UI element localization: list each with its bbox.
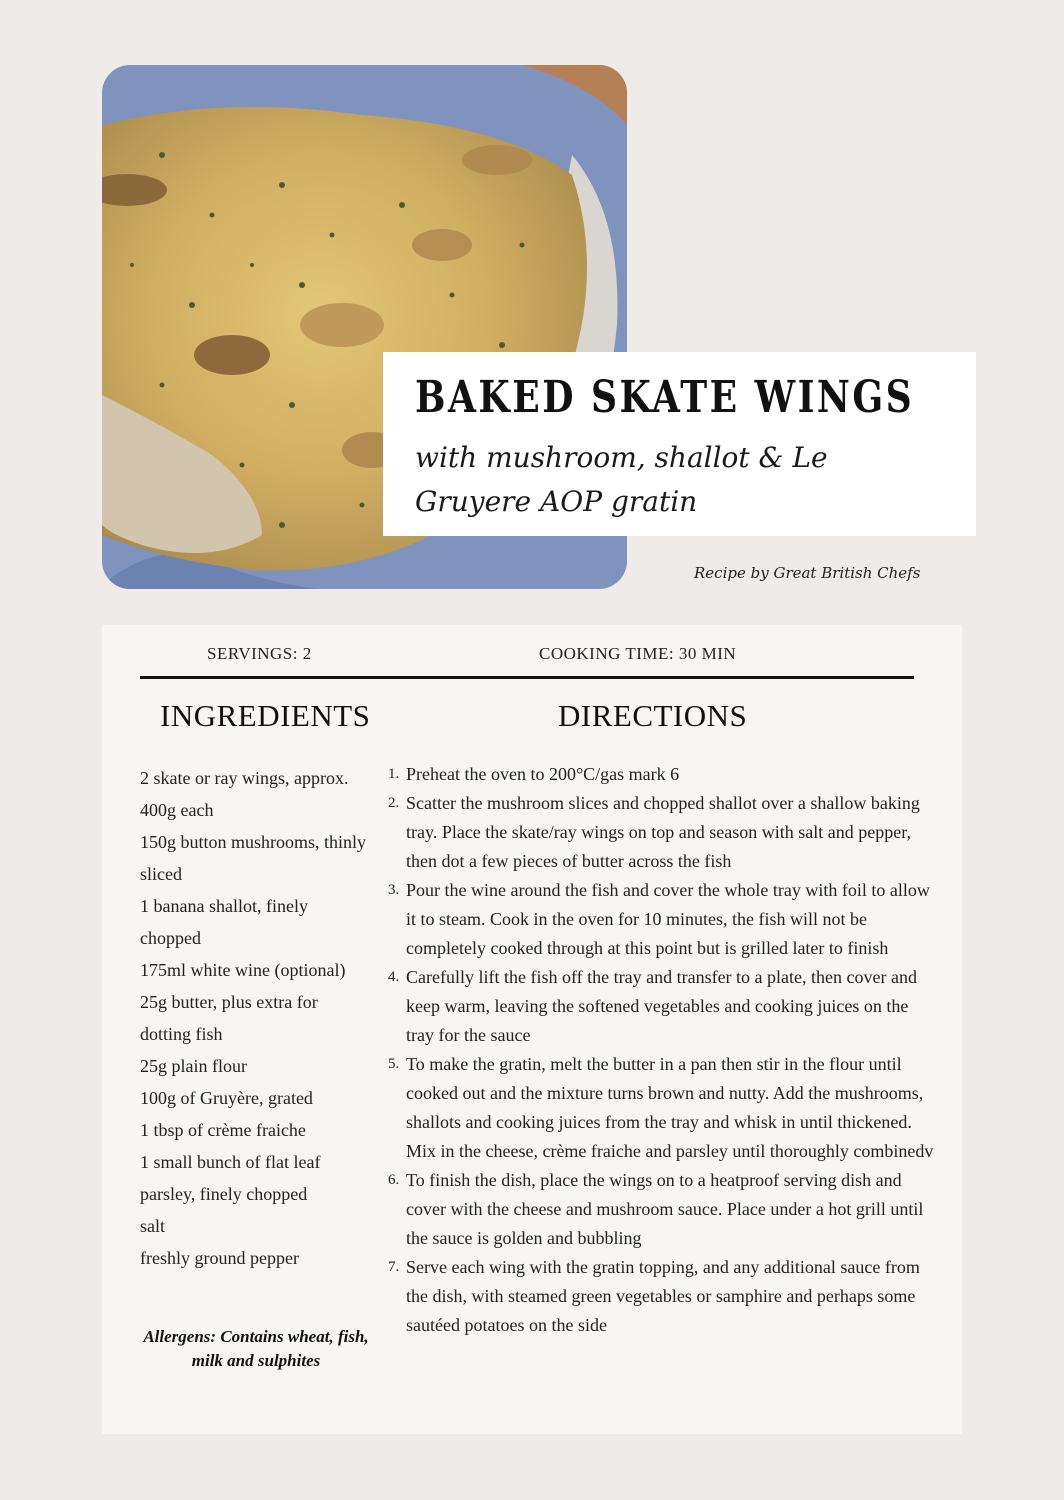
list-item: 100g of Gruyère, grated	[140, 1088, 313, 1108]
step-text: Serve each wing with the gratin topping, and any additional sauce from the dish, with steamed green vegetables or samphire and perhaps some sautéed potatoes on the side	[406, 1257, 920, 1335]
list-item: 1 banana shallot, finely chopped	[140, 896, 308, 948]
directions-list	[390, 760, 935, 1340]
step-number: 6.	[388, 1172, 400, 1188]
direction-step	[390, 876, 935, 963]
step-number: 2.	[388, 795, 400, 811]
title-card	[383, 352, 976, 536]
direction-step	[390, 760, 935, 789]
allergens-note: Allergens: Contains wheat, fish, milk and sulphites	[143, 1327, 369, 1370]
step-number: 4.	[388, 969, 400, 985]
direction-step	[390, 1166, 935, 1253]
direction-step	[390, 963, 935, 1050]
divider	[140, 676, 914, 679]
step-text: To finish the dish, place the wings on to a heatproof serving dish and cover with the cheese and mushroom sauce. Place under a hot grill until the sauce is golden and bubbling	[406, 1170, 924, 1248]
directions-heading: DIRECTIONS	[558, 698, 748, 733]
step-text: Scatter the mushroom slices and chopped shallot over a shallow baking tray. Place the skate/ray wings on top and season with salt and pepper, then dot a few pieces of butter across the fish	[406, 793, 920, 871]
list-item: 150g button mushrooms, thinly sliced	[140, 832, 367, 884]
direction-step	[390, 1253, 935, 1340]
recipe-card	[102, 625, 962, 1434]
list-item: 1 small bunch of flat leaf parsley, finely chopped	[140, 1152, 321, 1204]
list-item: 1 tbsp of crème fraiche	[140, 1120, 306, 1140]
list-item: freshly ground pepper	[140, 1248, 299, 1268]
list-item: 25g plain flour	[140, 1056, 247, 1076]
list-item: 2 skate or ray wings, approx. 400g each	[140, 768, 349, 820]
ingredients-list	[140, 762, 370, 1274]
recipe-title: BAKED SKATE WINGS	[415, 372, 915, 423]
ingredients-heading: INGREDIENTS	[160, 698, 371, 733]
step-number: 5.	[388, 1056, 400, 1072]
step-text: Carefully lift the fish off the tray and transfer to a plate, then cover and keep warm, leaving the softened vegetables and cooking juices on the tray for the sauce	[406, 967, 917, 1045]
direction-step	[390, 1050, 935, 1166]
direction-step	[390, 789, 935, 876]
step-text: To make the gratin, melt the butter in a pan then stir in the flour until cooked out and the mixture turns brown and nutty. Add the mushrooms, shallots and cooking juices from the tray and whisk in until thickened. Mix in the cheese, crème fraiche and parsley until thoroughly combinedv	[406, 1054, 934, 1161]
step-number: 1.	[388, 766, 400, 782]
step-number: 3.	[388, 882, 400, 898]
cooking-time: COOKING TIME: 30 MIN	[539, 644, 737, 663]
servings: SERVINGS: 2	[207, 644, 312, 663]
recipe-credit: Recipe by Great British Chefs	[694, 564, 921, 582]
list-item: 25g butter, plus extra for dotting fish	[140, 992, 318, 1044]
step-text: Pour the wine around the fish and cover the whole tray with foil to allow it to steam. Cook in the oven for 10 minutes, the fish will not be completely cooked through at this point but is grilled later to finish	[406, 880, 930, 958]
recipe-subtitle: with mushroom, shallot & Le Gruyere AOP gratin	[415, 441, 828, 518]
step-text: Preheat the oven to 200°C/gas mark 6	[406, 764, 680, 784]
step-number: 7.	[388, 1259, 400, 1275]
list-item: salt	[140, 1216, 165, 1236]
list-item: 175ml white wine (optional)	[140, 960, 346, 980]
